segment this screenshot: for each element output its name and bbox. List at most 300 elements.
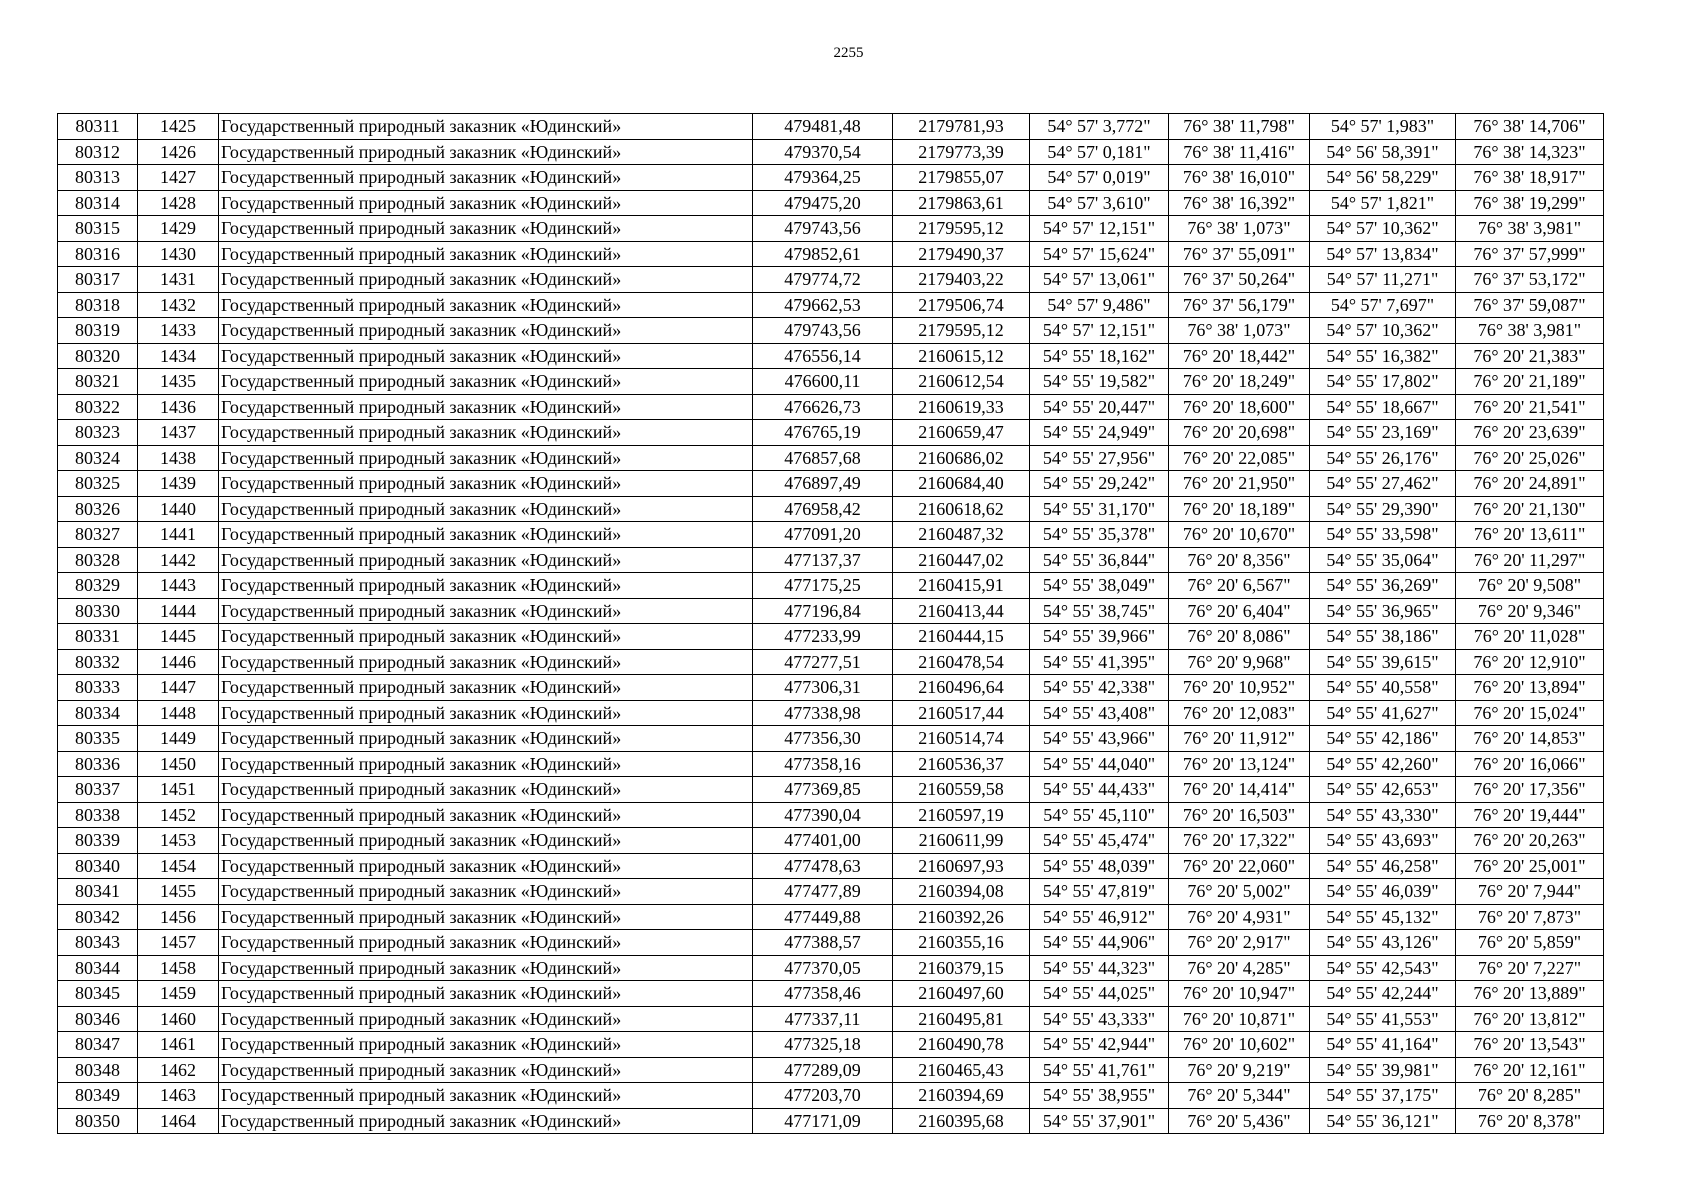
x-coordinate-cell: 477356,30 (753, 726, 893, 752)
latitude-2-cell: 54° 55' 43,693" (1310, 828, 1456, 854)
latitude-2-cell: 54° 57' 10,362" (1310, 216, 1456, 242)
latitude-2-cell: 54° 57' 10,362" (1310, 318, 1456, 344)
object-name-cell: Государственный природный заказник «Юдинский» (219, 318, 753, 344)
x-coordinate-cell: 477478,63 (753, 853, 893, 879)
point-number-cell: 1432 (138, 292, 219, 318)
record-id-cell: 80327 (58, 522, 138, 548)
table-row (58, 802, 1604, 828)
table-row (58, 445, 1604, 471)
table-row (58, 420, 1604, 446)
x-coordinate-cell: 476556,14 (753, 343, 893, 369)
table-row (58, 853, 1604, 879)
x-coordinate-cell: 477325,18 (753, 1032, 893, 1058)
record-id-cell: 80322 (58, 394, 138, 420)
latitude-1-cell: 54° 57' 0,181" (1030, 139, 1169, 165)
longitude-1-cell: 76° 37' 55,091" (1169, 241, 1310, 267)
longitude-1-cell: 76° 20' 9,968" (1169, 649, 1310, 675)
longitude-1-cell: 76° 20' 6,404" (1169, 598, 1310, 624)
x-coordinate-cell: 477091,20 (753, 522, 893, 548)
record-id-cell: 80314 (58, 190, 138, 216)
latitude-2-cell: 54° 55' 41,553" (1310, 1006, 1456, 1032)
x-coordinate-cell: 477338,98 (753, 700, 893, 726)
record-id-cell: 80330 (58, 598, 138, 624)
record-id-cell: 80319 (58, 318, 138, 344)
longitude-2-cell: 76° 20' 17,356" (1456, 777, 1604, 803)
longitude-2-cell: 76° 20' 14,853" (1456, 726, 1604, 752)
record-id-cell: 80326 (58, 496, 138, 522)
longitude-2-cell: 76° 38' 14,706" (1456, 114, 1604, 140)
table-row (58, 471, 1604, 497)
latitude-2-cell: 54° 55' 40,558" (1310, 675, 1456, 701)
object-name-cell: Государственный природный заказник «Юдинский» (219, 675, 753, 701)
point-number-cell: 1431 (138, 267, 219, 293)
object-name-cell: Государственный природный заказник «Юдинский» (219, 241, 753, 267)
record-id-cell: 80337 (58, 777, 138, 803)
point-number-cell: 1456 (138, 904, 219, 930)
longitude-2-cell: 76° 20' 15,024" (1456, 700, 1604, 726)
longitude-2-cell: 76° 20' 21,541" (1456, 394, 1604, 420)
table-row (58, 1057, 1604, 1083)
latitude-2-cell: 54° 55' 41,164" (1310, 1032, 1456, 1058)
x-coordinate-cell: 477401,00 (753, 828, 893, 854)
y-coordinate-cell: 2160392,26 (893, 904, 1030, 930)
longitude-2-cell: 76° 20' 20,263" (1456, 828, 1604, 854)
latitude-1-cell: 54° 55' 45,474" (1030, 828, 1169, 854)
point-number-cell: 1429 (138, 216, 219, 242)
record-id-cell: 80342 (58, 904, 138, 930)
x-coordinate-cell: 477233,99 (753, 624, 893, 650)
latitude-1-cell: 54° 55' 29,242" (1030, 471, 1169, 497)
point-number-cell: 1462 (138, 1057, 219, 1083)
object-name-cell: Государственный природный заказник «Юдинский» (219, 853, 753, 879)
latitude-2-cell: 54° 56' 58,391" (1310, 139, 1456, 165)
table-row (58, 394, 1604, 420)
longitude-2-cell: 76° 38' 19,299" (1456, 190, 1604, 216)
latitude-1-cell: 54° 55' 38,745" (1030, 598, 1169, 624)
latitude-2-cell: 54° 57' 11,271" (1310, 267, 1456, 293)
y-coordinate-cell: 2160559,58 (893, 777, 1030, 803)
y-coordinate-cell: 2160355,16 (893, 930, 1030, 956)
longitude-1-cell: 76° 20' 17,322" (1169, 828, 1310, 854)
table-row (58, 1032, 1604, 1058)
object-name-cell: Государственный природный заказник «Юдинский» (219, 369, 753, 395)
y-coordinate-cell: 2160447,02 (893, 547, 1030, 573)
y-coordinate-cell: 2160611,99 (893, 828, 1030, 854)
object-name-cell: Государственный природный заказник «Юдинский» (219, 547, 753, 573)
y-coordinate-cell: 2160487,32 (893, 522, 1030, 548)
record-id-cell: 80334 (58, 700, 138, 726)
y-coordinate-cell: 2160495,81 (893, 1006, 1030, 1032)
latitude-1-cell: 54° 55' 37,901" (1030, 1108, 1169, 1134)
x-coordinate-cell: 477358,16 (753, 751, 893, 777)
table-row (58, 904, 1604, 930)
x-coordinate-cell: 479370,54 (753, 139, 893, 165)
latitude-1-cell: 54° 55' 41,761" (1030, 1057, 1169, 1083)
longitude-1-cell: 76° 38' 1,073" (1169, 216, 1310, 242)
longitude-1-cell: 76° 20' 9,219" (1169, 1057, 1310, 1083)
longitude-1-cell: 76° 37' 50,264" (1169, 267, 1310, 293)
point-number-cell: 1430 (138, 241, 219, 267)
object-name-cell: Государственный природный заказник «Юдинский» (219, 292, 753, 318)
longitude-1-cell: 76° 20' 10,670" (1169, 522, 1310, 548)
longitude-1-cell: 76° 20' 10,871" (1169, 1006, 1310, 1032)
record-id-cell: 80346 (58, 1006, 138, 1032)
point-number-cell: 1455 (138, 879, 219, 905)
latitude-2-cell: 54° 57' 13,834" (1310, 241, 1456, 267)
record-id-cell: 80335 (58, 726, 138, 752)
point-number-cell: 1463 (138, 1083, 219, 1109)
table-row (58, 496, 1604, 522)
longitude-2-cell: 76° 20' 21,189" (1456, 369, 1604, 395)
x-coordinate-cell: 477306,31 (753, 675, 893, 701)
latitude-1-cell: 54° 55' 31,170" (1030, 496, 1169, 522)
point-number-cell: 1452 (138, 802, 219, 828)
longitude-2-cell: 76° 20' 11,028" (1456, 624, 1604, 650)
y-coordinate-cell: 2160394,08 (893, 879, 1030, 905)
longitude-2-cell: 76° 38' 3,981" (1456, 318, 1604, 344)
latitude-1-cell: 54° 57' 15,624" (1030, 241, 1169, 267)
latitude-2-cell: 54° 55' 23,169" (1310, 420, 1456, 446)
x-coordinate-cell: 477289,09 (753, 1057, 893, 1083)
table-row (58, 216, 1604, 242)
latitude-1-cell: 54° 57' 12,151" (1030, 216, 1169, 242)
latitude-2-cell: 54° 55' 42,260" (1310, 751, 1456, 777)
table-row (58, 624, 1604, 650)
longitude-1-cell: 76° 20' 10,947" (1169, 981, 1310, 1007)
record-id-cell: 80333 (58, 675, 138, 701)
y-coordinate-cell: 2160415,91 (893, 573, 1030, 599)
table-row (58, 726, 1604, 752)
object-name-cell: Государственный природный заказник «Юдинский» (219, 394, 753, 420)
latitude-1-cell: 54° 57' 9,486" (1030, 292, 1169, 318)
latitude-1-cell: 54° 55' 42,338" (1030, 675, 1169, 701)
y-coordinate-cell: 2179490,37 (893, 241, 1030, 267)
table-body (58, 114, 1604, 1134)
y-coordinate-cell: 2160497,60 (893, 981, 1030, 1007)
table-row (58, 777, 1604, 803)
longitude-2-cell: 76° 20' 12,161" (1456, 1057, 1604, 1083)
latitude-1-cell: 54° 55' 44,433" (1030, 777, 1169, 803)
x-coordinate-cell: 477390,04 (753, 802, 893, 828)
x-coordinate-cell: 477369,85 (753, 777, 893, 803)
longitude-1-cell: 76° 38' 1,073" (1169, 318, 1310, 344)
y-coordinate-cell: 2160395,68 (893, 1108, 1030, 1134)
y-coordinate-cell: 2160619,33 (893, 394, 1030, 420)
longitude-1-cell: 76° 20' 5,436" (1169, 1108, 1310, 1134)
x-coordinate-cell: 477337,11 (753, 1006, 893, 1032)
record-id-cell: 80332 (58, 649, 138, 675)
table-row (58, 190, 1604, 216)
record-id-cell: 80323 (58, 420, 138, 446)
longitude-2-cell: 76° 37' 59,087" (1456, 292, 1604, 318)
latitude-2-cell: 54° 55' 46,258" (1310, 853, 1456, 879)
table-row (58, 343, 1604, 369)
table-row (58, 1083, 1604, 1109)
longitude-2-cell: 76° 38' 18,917" (1456, 165, 1604, 191)
object-name-cell: Государственный природный заказник «Юдинский» (219, 1057, 753, 1083)
longitude-1-cell: 76° 20' 18,249" (1169, 369, 1310, 395)
y-coordinate-cell: 2160394,69 (893, 1083, 1030, 1109)
coordinates-table (57, 113, 1604, 1134)
object-name-cell: Государственный природный заказник «Юдинский» (219, 930, 753, 956)
table-row (58, 318, 1604, 344)
table-row (58, 241, 1604, 267)
record-id-cell: 80325 (58, 471, 138, 497)
longitude-1-cell: 76° 37' 56,179" (1169, 292, 1310, 318)
longitude-2-cell: 76° 20' 21,130" (1456, 496, 1604, 522)
object-name-cell: Государственный природный заказник «Юдинский» (219, 751, 753, 777)
page-number: 2255 (833, 45, 864, 61)
table-row (58, 139, 1604, 165)
longitude-1-cell: 76° 20' 13,124" (1169, 751, 1310, 777)
record-id-cell: 80317 (58, 267, 138, 293)
point-number-cell: 1444 (138, 598, 219, 624)
point-number-cell: 1457 (138, 930, 219, 956)
point-number-cell: 1461 (138, 1032, 219, 1058)
latitude-1-cell: 54° 55' 48,039" (1030, 853, 1169, 879)
latitude-1-cell: 54° 57' 13,061" (1030, 267, 1169, 293)
x-coordinate-cell: 479662,53 (753, 292, 893, 318)
table-row (58, 369, 1604, 395)
point-number-cell: 1451 (138, 777, 219, 803)
table-row (58, 649, 1604, 675)
longitude-1-cell: 76° 20' 4,285" (1169, 955, 1310, 981)
table-row (58, 114, 1604, 140)
y-coordinate-cell: 2179855,07 (893, 165, 1030, 191)
x-coordinate-cell: 477196,84 (753, 598, 893, 624)
latitude-2-cell: 54° 55' 27,462" (1310, 471, 1456, 497)
longitude-2-cell: 76° 20' 25,026" (1456, 445, 1604, 471)
object-name-cell: Государственный природный заказник «Юдинский» (219, 904, 753, 930)
point-number-cell: 1445 (138, 624, 219, 650)
longitude-1-cell: 76° 20' 14,414" (1169, 777, 1310, 803)
y-coordinate-cell: 2160597,19 (893, 802, 1030, 828)
record-id-cell: 80315 (58, 216, 138, 242)
point-number-cell: 1436 (138, 394, 219, 420)
latitude-1-cell: 54° 55' 18,162" (1030, 343, 1169, 369)
point-number-cell: 1440 (138, 496, 219, 522)
longitude-2-cell: 76° 20' 13,889" (1456, 981, 1604, 1007)
latitude-1-cell: 54° 55' 44,906" (1030, 930, 1169, 956)
point-number-cell: 1460 (138, 1006, 219, 1032)
longitude-1-cell: 76° 20' 10,602" (1169, 1032, 1310, 1058)
longitude-1-cell: 76° 20' 18,189" (1169, 496, 1310, 522)
table-row (58, 598, 1604, 624)
point-number-cell: 1448 (138, 700, 219, 726)
y-coordinate-cell: 2179863,61 (893, 190, 1030, 216)
longitude-2-cell: 76° 20' 9,346" (1456, 598, 1604, 624)
point-number-cell: 1450 (138, 751, 219, 777)
longitude-1-cell: 76° 20' 6,567" (1169, 573, 1310, 599)
table-row (58, 700, 1604, 726)
latitude-1-cell: 54° 55' 46,912" (1030, 904, 1169, 930)
latitude-1-cell: 54° 57' 3,772" (1030, 114, 1169, 140)
object-name-cell: Государственный природный заказник «Юдинский» (219, 420, 753, 446)
x-coordinate-cell: 479743,56 (753, 318, 893, 344)
longitude-1-cell: 76° 20' 16,503" (1169, 802, 1310, 828)
longitude-1-cell: 76° 20' 8,086" (1169, 624, 1310, 650)
object-name-cell: Государственный природный заказник «Юдинский» (219, 802, 753, 828)
y-coordinate-cell: 2160684,40 (893, 471, 1030, 497)
object-name-cell: Государственный природный заказник «Юдинский» (219, 343, 753, 369)
longitude-2-cell: 76° 37' 57,999" (1456, 241, 1604, 267)
point-number-cell: 1454 (138, 853, 219, 879)
table-row (58, 955, 1604, 981)
point-number-cell: 1447 (138, 675, 219, 701)
y-coordinate-cell: 2160496,64 (893, 675, 1030, 701)
point-number-cell: 1433 (138, 318, 219, 344)
x-coordinate-cell: 477370,05 (753, 955, 893, 981)
object-name-cell: Государственный природный заказник «Юдинский» (219, 522, 753, 548)
y-coordinate-cell: 2179595,12 (893, 216, 1030, 242)
point-number-cell: 1464 (138, 1108, 219, 1134)
longitude-1-cell: 76° 20' 11,912" (1169, 726, 1310, 752)
longitude-1-cell: 76° 20' 22,060" (1169, 853, 1310, 879)
record-id-cell: 80336 (58, 751, 138, 777)
object-name-cell: Государственный природный заказник «Юдинский» (219, 1032, 753, 1058)
point-number-cell: 1459 (138, 981, 219, 1007)
longitude-1-cell: 76° 20' 22,085" (1169, 445, 1310, 471)
x-coordinate-cell: 479852,61 (753, 241, 893, 267)
latitude-2-cell: 54° 55' 37,175" (1310, 1083, 1456, 1109)
object-name-cell: Государственный природный заказник «Юдинский» (219, 190, 753, 216)
table-row (58, 267, 1604, 293)
latitude-2-cell: 54° 55' 33,598" (1310, 522, 1456, 548)
latitude-1-cell: 54° 55' 38,049" (1030, 573, 1169, 599)
record-id-cell: 80320 (58, 343, 138, 369)
object-name-cell: Государственный природный заказник «Юдинский» (219, 955, 753, 981)
record-id-cell: 80347 (58, 1032, 138, 1058)
record-id-cell: 80318 (58, 292, 138, 318)
y-coordinate-cell: 2160490,78 (893, 1032, 1030, 1058)
y-coordinate-cell: 2160618,62 (893, 496, 1030, 522)
object-name-cell: Государственный природный заказник «Юдинский» (219, 726, 753, 752)
latitude-1-cell: 54° 55' 43,408" (1030, 700, 1169, 726)
latitude-2-cell: 54° 55' 36,269" (1310, 573, 1456, 599)
y-coordinate-cell: 2160444,15 (893, 624, 1030, 650)
record-id-cell: 80350 (58, 1108, 138, 1134)
table-row (58, 981, 1604, 1007)
point-number-cell: 1437 (138, 420, 219, 446)
point-number-cell: 1427 (138, 165, 219, 191)
point-number-cell: 1439 (138, 471, 219, 497)
record-id-cell: 80339 (58, 828, 138, 854)
x-coordinate-cell: 479743,56 (753, 216, 893, 242)
table-row (58, 522, 1604, 548)
object-name-cell: Государственный природный заказник «Юдинский» (219, 573, 753, 599)
latitude-1-cell: 54° 55' 19,582" (1030, 369, 1169, 395)
longitude-2-cell: 76° 20' 24,891" (1456, 471, 1604, 497)
longitude-2-cell: 76° 20' 19,444" (1456, 802, 1604, 828)
point-number-cell: 1442 (138, 547, 219, 573)
latitude-2-cell: 54° 56' 58,229" (1310, 165, 1456, 191)
x-coordinate-cell: 479774,72 (753, 267, 893, 293)
x-coordinate-cell: 477137,37 (753, 547, 893, 573)
y-coordinate-cell: 2160659,47 (893, 420, 1030, 446)
y-coordinate-cell: 2160379,15 (893, 955, 1030, 981)
latitude-1-cell: 54° 55' 36,844" (1030, 547, 1169, 573)
point-number-cell: 1426 (138, 139, 219, 165)
record-id-cell: 80311 (58, 114, 138, 140)
object-name-cell: Государственный природный заказник «Юдинский» (219, 700, 753, 726)
latitude-1-cell: 54° 55' 39,966" (1030, 624, 1169, 650)
y-coordinate-cell: 2160615,12 (893, 343, 1030, 369)
x-coordinate-cell: 476600,11 (753, 369, 893, 395)
longitude-2-cell: 76° 20' 11,297" (1456, 547, 1604, 573)
object-name-cell: Государственный природный заказник «Юдинский» (219, 1006, 753, 1032)
object-name-cell: Государственный природный заказник «Юдинский» (219, 267, 753, 293)
object-name-cell: Государственный природный заказник «Юдинский» (219, 598, 753, 624)
latitude-2-cell: 54° 55' 39,615" (1310, 649, 1456, 675)
object-name-cell: Государственный природный заказник «Юдинский» (219, 828, 753, 854)
latitude-2-cell: 54° 55' 42,653" (1310, 777, 1456, 803)
latitude-2-cell: 54° 55' 26,176" (1310, 445, 1456, 471)
point-number-cell: 1425 (138, 114, 219, 140)
longitude-2-cell: 76° 20' 13,812" (1456, 1006, 1604, 1032)
longitude-2-cell: 76° 20' 13,611" (1456, 522, 1604, 548)
record-id-cell: 80340 (58, 853, 138, 879)
y-coordinate-cell: 2160697,93 (893, 853, 1030, 879)
record-id-cell: 80312 (58, 139, 138, 165)
x-coordinate-cell: 477449,88 (753, 904, 893, 930)
latitude-2-cell: 54° 55' 43,330" (1310, 802, 1456, 828)
y-coordinate-cell: 2179506,74 (893, 292, 1030, 318)
longitude-2-cell: 76° 20' 9,508" (1456, 573, 1604, 599)
x-coordinate-cell: 479475,20 (753, 190, 893, 216)
latitude-1-cell: 54° 55' 24,949" (1030, 420, 1169, 446)
x-coordinate-cell: 479481,48 (753, 114, 893, 140)
x-coordinate-cell: 479364,25 (753, 165, 893, 191)
object-name-cell: Государственный природный заказник «Юдинский» (219, 624, 753, 650)
point-number-cell: 1434 (138, 343, 219, 369)
latitude-1-cell: 54° 55' 43,966" (1030, 726, 1169, 752)
latitude-1-cell: 54° 55' 45,110" (1030, 802, 1169, 828)
point-number-cell: 1441 (138, 522, 219, 548)
record-id-cell: 80331 (58, 624, 138, 650)
longitude-1-cell: 76° 38' 11,416" (1169, 139, 1310, 165)
longitude-1-cell: 76° 20' 5,002" (1169, 879, 1310, 905)
point-number-cell: 1438 (138, 445, 219, 471)
x-coordinate-cell: 477171,09 (753, 1108, 893, 1134)
record-id-cell: 80341 (58, 879, 138, 905)
longitude-2-cell: 76° 20' 23,639" (1456, 420, 1604, 446)
x-coordinate-cell: 477477,89 (753, 879, 893, 905)
longitude-1-cell: 76° 20' 18,600" (1169, 394, 1310, 420)
table-row (58, 828, 1604, 854)
y-coordinate-cell: 2160478,54 (893, 649, 1030, 675)
record-id-cell: 80328 (58, 547, 138, 573)
latitude-1-cell: 54° 57' 12,151" (1030, 318, 1169, 344)
latitude-1-cell: 54° 55' 47,819" (1030, 879, 1169, 905)
y-coordinate-cell: 2160465,43 (893, 1057, 1030, 1083)
longitude-2-cell: 76° 20' 5,859" (1456, 930, 1604, 956)
table-row (58, 675, 1604, 701)
x-coordinate-cell: 477175,25 (753, 573, 893, 599)
latitude-2-cell: 54° 55' 42,186" (1310, 726, 1456, 752)
latitude-2-cell: 54° 55' 45,132" (1310, 904, 1456, 930)
latitude-2-cell: 54° 57' 1,821" (1310, 190, 1456, 216)
latitude-2-cell: 54° 55' 41,627" (1310, 700, 1456, 726)
x-coordinate-cell: 476765,19 (753, 420, 893, 446)
longitude-2-cell: 76° 38' 3,981" (1456, 216, 1604, 242)
latitude-2-cell: 54° 55' 36,965" (1310, 598, 1456, 624)
latitude-1-cell: 54° 55' 20,447" (1030, 394, 1169, 420)
x-coordinate-cell: 476958,42 (753, 496, 893, 522)
longitude-1-cell: 76° 20' 10,952" (1169, 675, 1310, 701)
point-number-cell: 1446 (138, 649, 219, 675)
longitude-2-cell: 76° 20' 13,894" (1456, 675, 1604, 701)
point-number-cell: 1428 (138, 190, 219, 216)
